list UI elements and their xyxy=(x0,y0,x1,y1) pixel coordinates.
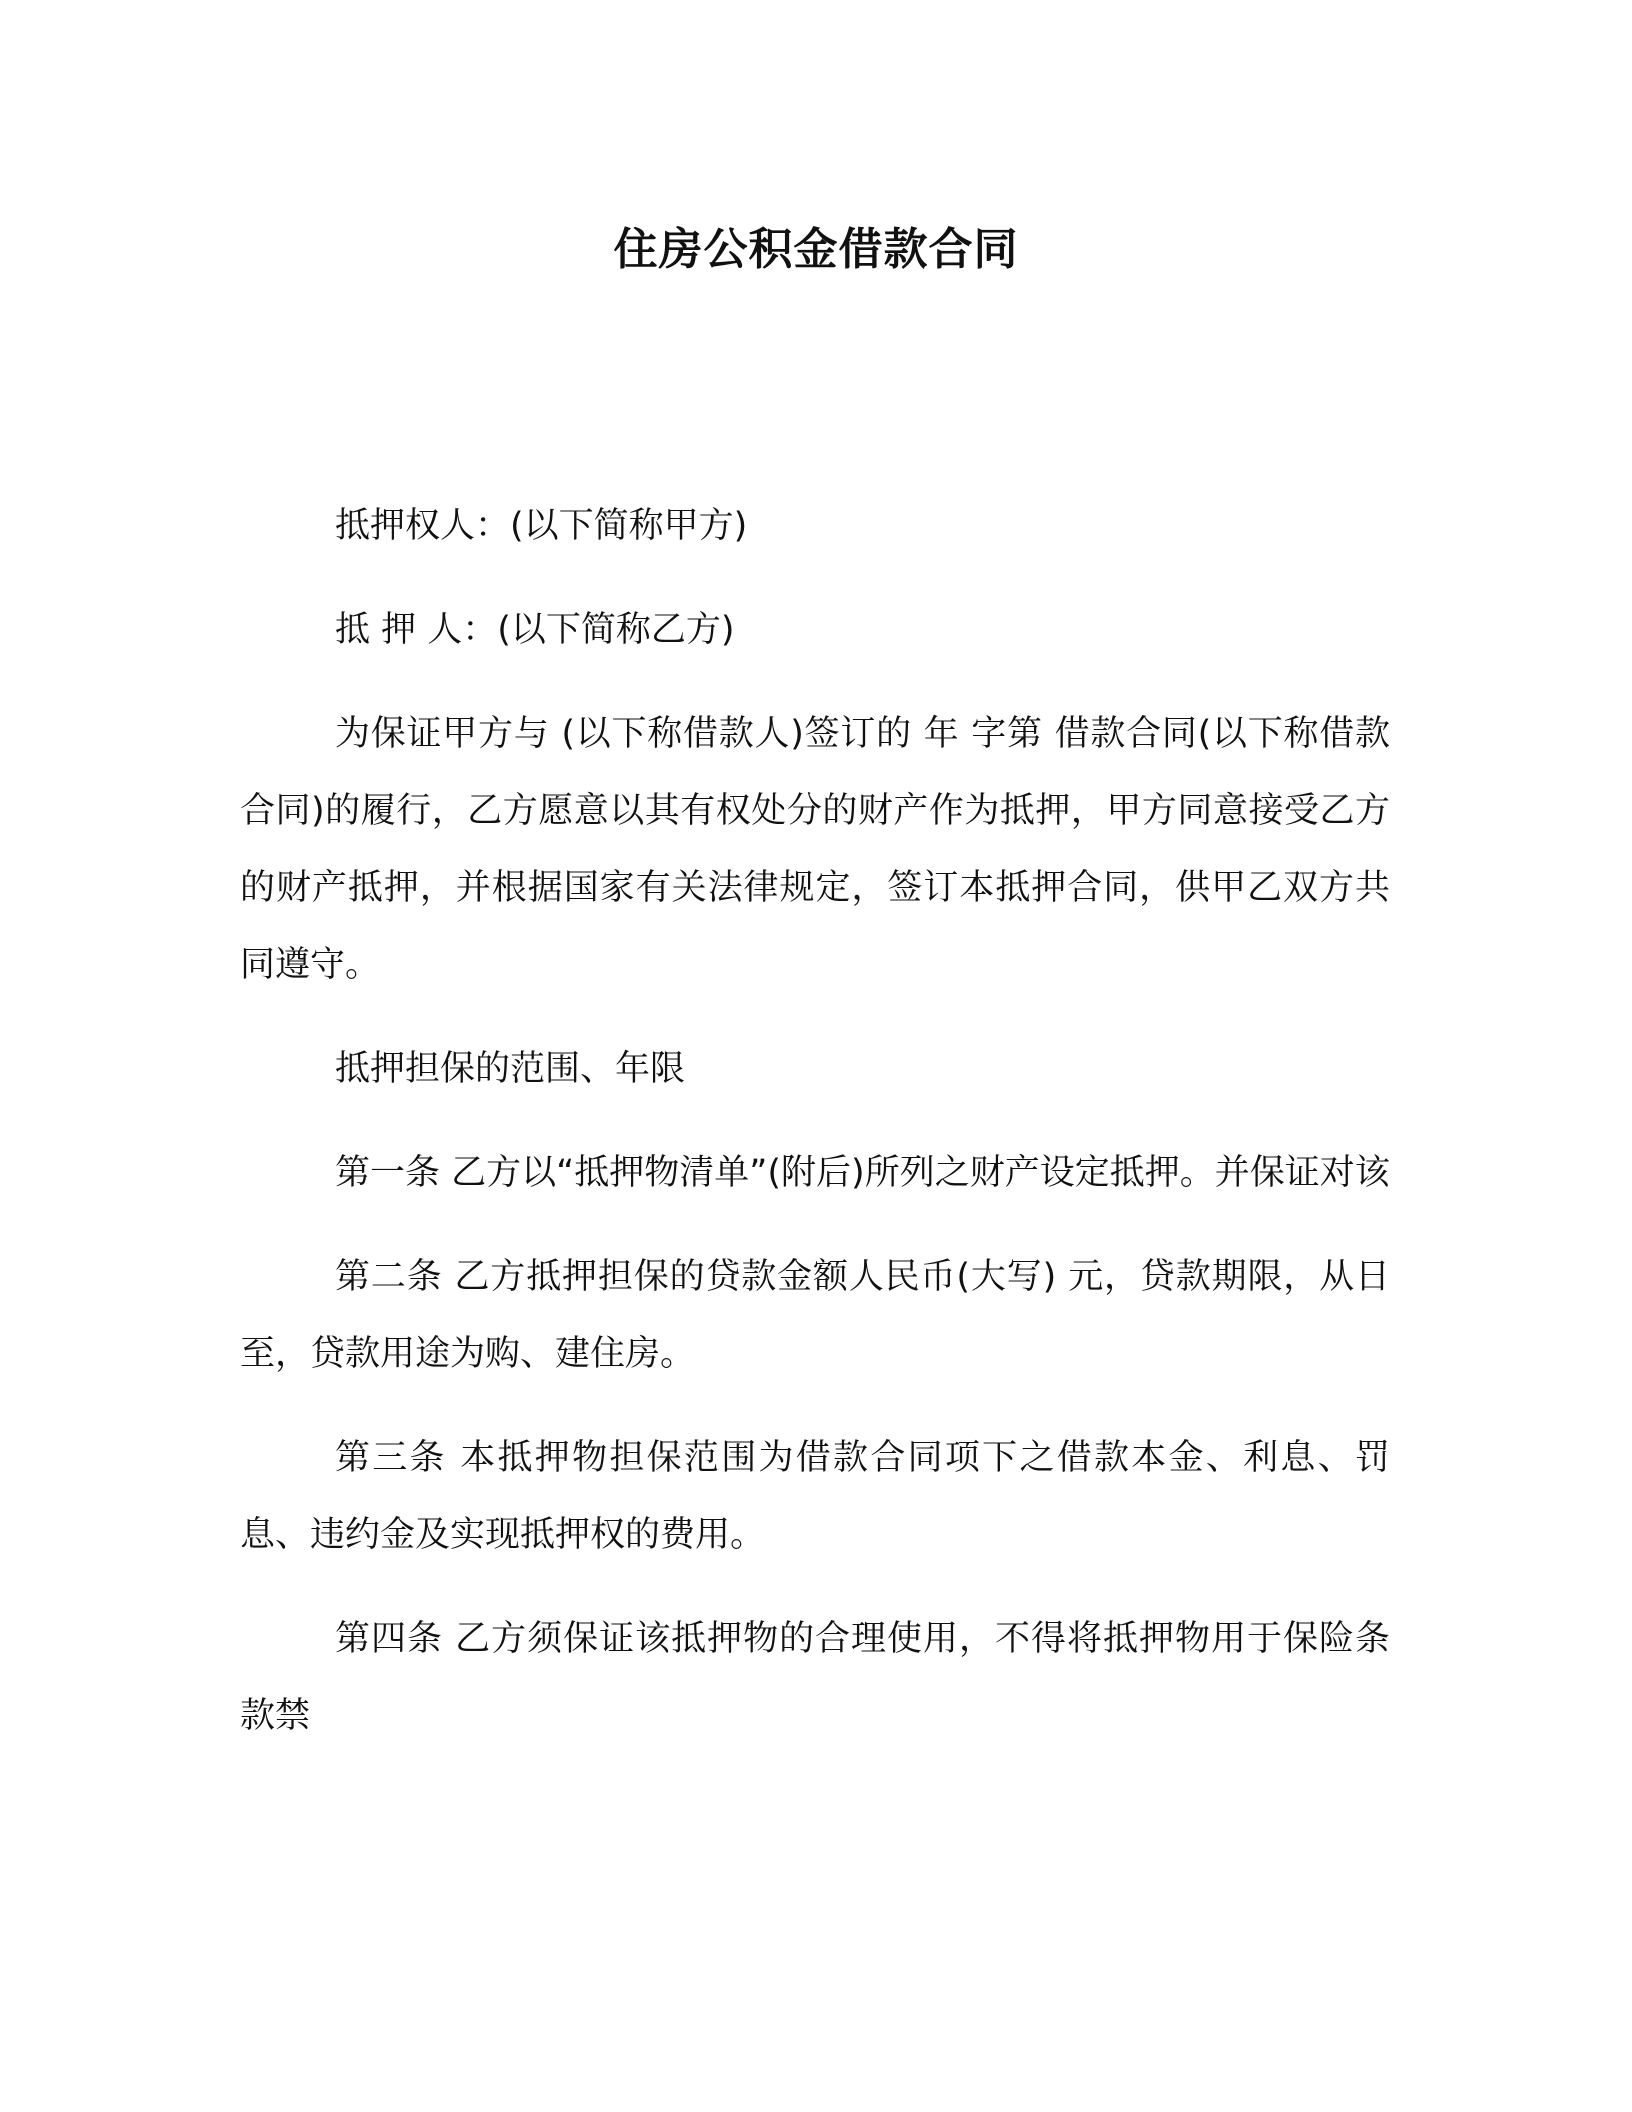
section-heading: 抵押担保的范围、年限 xyxy=(335,1049,686,1089)
document-body xyxy=(240,488,1390,1782)
document-title: 住房公积金借款合同 xyxy=(613,224,1019,275)
mortgagor-line: 抵 押 人：(以下简称乙方) xyxy=(335,610,735,650)
article-2: 第二条 乙方抵押担保的贷款金额人民币(大写) 元，贷款期限，从日至，贷款用途为购、建住房。 xyxy=(240,1257,1390,1374)
mortgagee-line: 抵押权人：(以下简称甲方) xyxy=(335,506,748,546)
article-1: 第一条 乙方以“抵押物清单”(附后)所列之财产设定抵押。并保证对该 xyxy=(335,1153,1390,1193)
preamble-paragraph: 为保证甲方与 (以下称借款人)签订的 年 字第 借款合同(以下称借款合同)的履行，乙方愿意以其有权处分的财产作为抵押，甲方同意接受乙方的财产抵押，并根据国家有关法律规定，签订本抵押合同，供甲乙双方共同遵守。 xyxy=(240,714,1390,985)
article-3: 第三条 本抵押物担保范围为借款合同项下之借款本金、利息、罚息、违约金及实现抵押权的费用。 xyxy=(240,1438,1390,1555)
article-4: 第四条 乙方须保证该抵押物的合理使用，不得将抵押物用于保险条款禁 xyxy=(240,1619,1390,1736)
